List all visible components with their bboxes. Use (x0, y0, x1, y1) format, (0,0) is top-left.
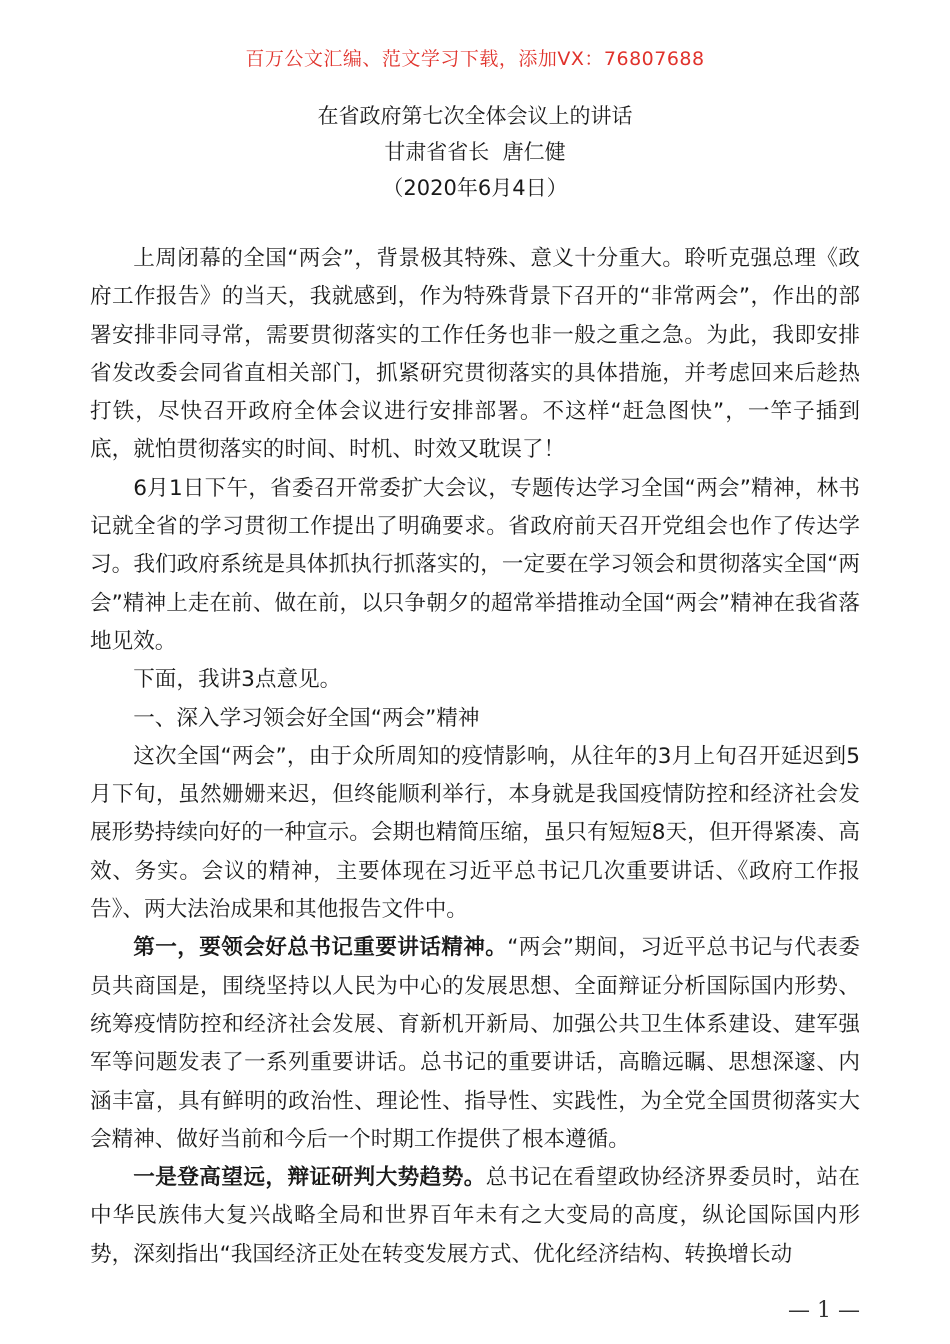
paragraph (90, 661, 860, 699)
document-author: 甘肃省省长 唐仁健 (384, 140, 566, 164)
paragraph-text: 6月1日下午，省委召开常委扩大会议，专题传达学习全国“两会”精神，林书记就全省的学习贯彻工作提出了明确要求。省政府前天召开党组会也作了传达学习。我们政府系统是具体抓执行抓落实的，一定要在学习领会和贯彻落实全国“两会”精神上走在前、做在前，以只争朝夕的超常举措推动全国“两会”精神在我省落地见效。 (90, 475, 860, 654)
paragraph (90, 470, 860, 661)
paragraph-lead: 一是登高望远，辩证研判大势趋势。 (133, 1165, 486, 1191)
page-number: — 1 — (788, 1298, 860, 1323)
paragraph (90, 240, 860, 470)
paragraph-text: 总书记在看望政协经济界委员时，站在中华民族伟大复兴战略全局和世界百年未有之大变局的高度，纵论国际国内形势，深刻指出“我国经济正处在转变发展方式、优化经济结构、转换增长动 (90, 1165, 860, 1267)
paragraph (90, 1159, 860, 1274)
document-title: 在省政府第七次全体会议上的讲话 (317, 104, 633, 128)
document-date: （2020年6月4日） (382, 176, 568, 200)
watermark-banner: 百万公文汇编、范文学习下载，添加VX：76807688 (245, 48, 705, 70)
paragraph (90, 929, 860, 1159)
paragraph-lead: 第一，要领会好总书记重要讲话精神。 (133, 935, 508, 961)
paragraph-text: 这次全国“两会”，由于众所周知的疫情影响，从往年的3月上旬召开延迟到5月下旬，虽然姗姗来迟，但终能顺利举行，本身就是我国疫情防控和经济社会发展形势持续向好的一种宣示。会期也精简压缩，虽只有短短8天，但开得紧凑、高效、务实。会议的精神，主要体现在习近平总书记几次重要讲话、《政府工作报告》、两大法治成果和其他报告文件中。 (90, 743, 860, 923)
paragraph (90, 738, 860, 929)
section-heading (90, 700, 860, 738)
section-heading-text: 一、深入学习领会好全国“两会”精神 (133, 705, 480, 731)
paragraph-text: “两会”期间，习近平总书记与代表委员共商国是，围绕坚持以人民为中心的发展思想、全面辩证分析国际国内形势、统筹疫情防控和经济社会发展、育新机开新局、加强公共卫生体系建设、建军强军等问题发表了一系列重要讲话。总书记的重要讲话，高瞻远瞩、思想深邃、内涵丰富，具有鲜明的政治性、理论性、指导性、实践性，为全党全国贯彻落实大会精神、做好当前和今后一个时期工作提供了根本遵循。 (90, 935, 860, 1152)
paragraph-text: 上周闭幕的全国“两会”，背景极其特殊、意义十分重大。聆听克强总理《政府工作报告》的当天，我就感到，作为特殊背景下召开的“非常两会”，作出的部署安排非同寻常，需要贯彻落实的工作任务也非一般之重之急。为此，我即安排省发改委会同省直相关部门，抓紧研究贯彻落实的具体措施，并考虑回来后趁热打铁，尽快召开政府全体会议进行安排部署。不这样“赶急图快”，一竿子插到底，就怕贯彻落实的时间、时机、时效又耽误了！ (90, 246, 860, 463)
document-header (0, 98, 950, 206)
document-body (90, 240, 860, 1274)
paragraph-text: 下面，我讲3点意见。 (133, 667, 342, 693)
